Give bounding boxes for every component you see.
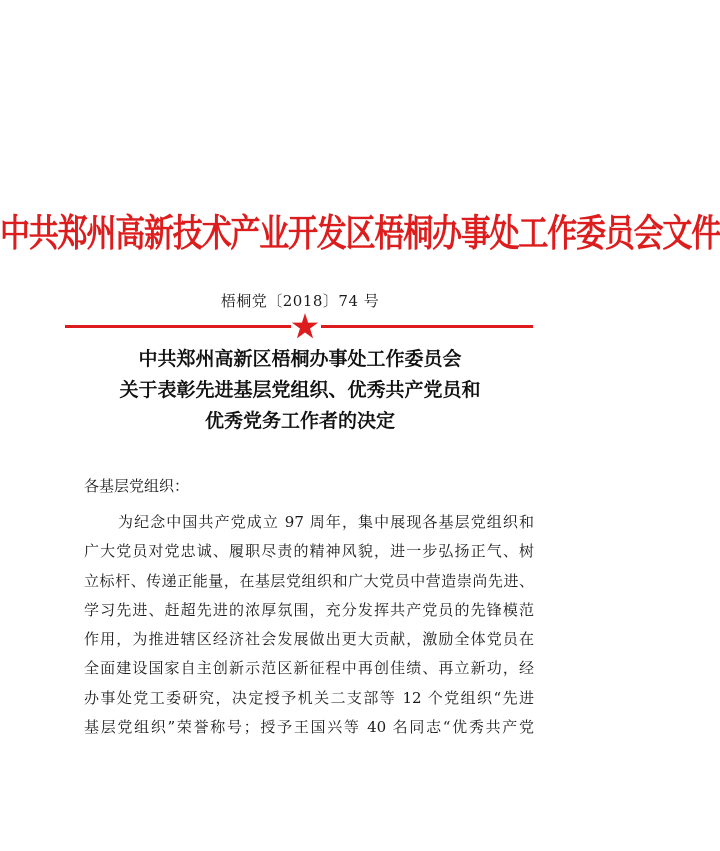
decision-title	[0, 344, 600, 437]
document-number: 梧桐党〔2018〕74 号	[220, 292, 380, 310]
red-divider-right	[321, 325, 533, 328]
decision-title-line: 关于表彰先进基层党组织、优秀共产党员和	[119, 379, 481, 401]
document-header-title: 中共郑州高新技术产业开发区梧桐办事处工作委员会文件	[0, 212, 720, 256]
decision-title-line: 中共郑州高新区梧桐办事处工作委员会	[138, 348, 462, 370]
body-line: 作用，为推进辖区经济社会发展做出更大贡献，激励全体党员在	[84, 630, 534, 649]
body-line: 广大党员对党忠诚、履职尽责的精神风貌，进一步弘扬正气、树	[84, 542, 534, 561]
body-line: 为纪念中国共产党成立 97 周年，集中展现各基层党组织和	[118, 513, 534, 531]
body-line: 基层党组织”荣誉称号；授予王国兴等 40 名同志“优秀共产党	[84, 718, 534, 737]
body-line: 办事处党工委研究，决定授予机关二支部等 12 个党组织“先进	[84, 688, 534, 707]
red-divider-left	[65, 325, 291, 328]
body-line: 全面建设国家自主创新示范区新征程中再创佳绩、再立新功，经	[84, 659, 534, 678]
salutation: 各基层党组织：	[84, 477, 190, 495]
body-line: 学习先进、赶超先进的浓厚氛围，充分发挥共产党员的先锋模范	[84, 600, 534, 619]
body-line: 立标杆、传递正能量，在基层党组织和广大党员中营造崇尚先进、	[84, 571, 534, 590]
decision-title-line: 优秀党务工作者的决定	[204, 410, 395, 432]
star-icon	[291, 312, 319, 340]
body-paragraph	[84, 508, 534, 742]
